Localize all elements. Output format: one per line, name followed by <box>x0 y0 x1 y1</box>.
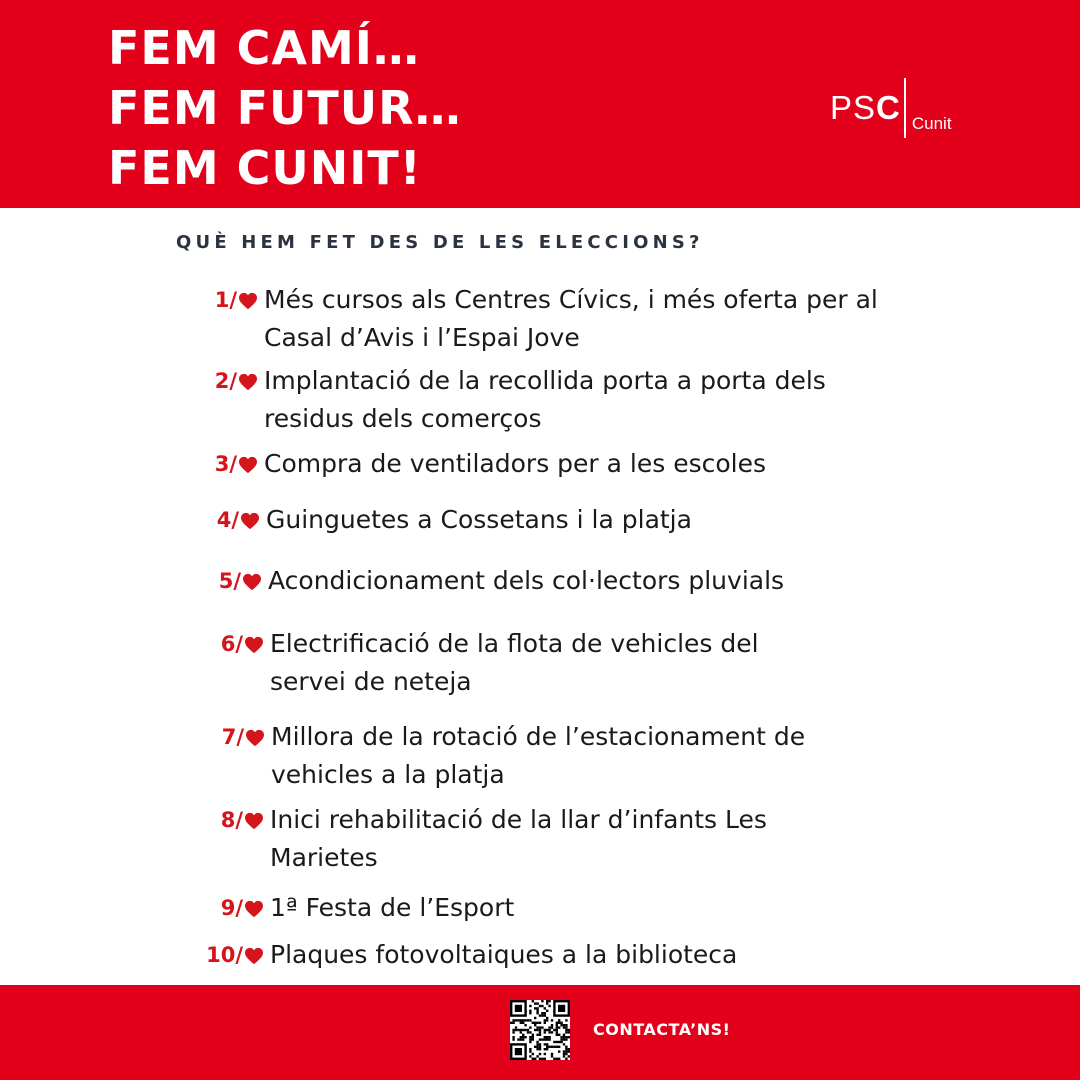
item-text <box>270 801 767 877</box>
item-number-label: 10/ <box>206 943 243 967</box>
item-number <box>188 364 258 398</box>
item-text <box>271 718 805 794</box>
item-text <box>264 445 766 483</box>
list-item <box>190 503 692 539</box>
item-text-line: Compra de ventiladors per a les escoles <box>264 449 767 478</box>
logo-ps: PS <box>830 89 877 126</box>
list-item <box>194 938 737 974</box>
item-text-line: Electrificació de la flota de vehicles del <box>270 629 759 658</box>
list-item <box>194 627 759 701</box>
item-number <box>194 891 264 925</box>
item-number <box>188 447 258 481</box>
item-number-label: 7/ <box>221 725 244 749</box>
item-number-label: 1/ <box>214 288 237 312</box>
headline-line-1: FEM CAMÍ… <box>108 21 420 75</box>
headline-line-3: FEM CUNIT! <box>108 141 422 195</box>
item-number <box>188 283 258 317</box>
item-text-line: Implantació de la recollida porta a porta dels <box>264 366 826 395</box>
item-text-line: Casal d’Avis i l’Espai Jove <box>264 323 580 352</box>
item-number <box>195 720 265 754</box>
item-text <box>266 501 692 539</box>
list-item <box>192 564 784 600</box>
item-text-line: Acondicionament dels col·lectors pluvials <box>268 566 785 595</box>
item-text <box>264 362 826 438</box>
section-title: QUÈ HEM FET DES DE LES ELECCIONS? <box>176 232 704 253</box>
item-number <box>194 627 264 661</box>
qr-code-icon[interactable] <box>510 1000 570 1060</box>
item-number-label: 3/ <box>214 452 237 476</box>
list-item <box>195 720 805 794</box>
logo-c: C <box>876 89 900 126</box>
item-text <box>270 936 737 974</box>
item-text <box>264 281 878 357</box>
contact-link[interactable]: CONTACTA’NS! <box>593 1020 731 1039</box>
list-item <box>188 283 878 357</box>
list-item <box>194 803 767 877</box>
psc-logo <box>830 76 952 140</box>
item-text-line: Marietes <box>270 843 378 872</box>
item-number-label: 6/ <box>220 632 243 656</box>
item-text <box>268 562 784 600</box>
heart-icon <box>244 947 264 965</box>
heart-icon <box>244 812 264 830</box>
heart-icon <box>238 373 258 391</box>
heart-icon <box>240 512 260 530</box>
item-number-label: 5/ <box>218 569 241 593</box>
item-text <box>270 889 514 927</box>
item-text-line: Més cursos als Centres Cívics, i més oferta per al <box>264 285 878 314</box>
list-item <box>194 891 514 927</box>
list-item <box>188 447 766 483</box>
item-text-line: Millora de la rotació de l’estacionament de <box>271 722 806 751</box>
item-text <box>270 625 759 701</box>
item-text-line: Inici rehabilitació de la llar d’infants Les <box>270 805 767 834</box>
item-text-line: Plaques fotovoltaiques a la biblioteca <box>270 940 738 969</box>
logo-divider <box>904 78 906 138</box>
headline-line-2: FEM FUTUR… <box>108 81 462 135</box>
heart-icon <box>238 456 258 474</box>
item-text-line: Guinguetes a Cossetans i la platja <box>266 505 692 534</box>
item-text-line: residus dels comerços <box>264 404 542 433</box>
item-number-label: 9/ <box>220 896 243 920</box>
item-number-label: 8/ <box>220 808 243 832</box>
item-number <box>192 564 262 598</box>
item-text-line: 1ª Festa de l’Esport <box>270 893 515 922</box>
item-number <box>194 938 264 972</box>
list-item <box>188 364 826 438</box>
logo-town: Cunit <box>911 114 952 133</box>
header-banner <box>0 0 1080 208</box>
item-text-line: servei de neteja <box>270 667 472 696</box>
heart-icon <box>244 636 264 654</box>
item-number-label: 4/ <box>216 508 239 532</box>
item-number <box>194 803 264 837</box>
item-number-label: 2/ <box>214 369 237 393</box>
item-number <box>190 503 260 537</box>
item-text-line: vehicles a la platja <box>271 760 505 789</box>
heart-icon <box>242 573 262 591</box>
heart-icon <box>244 900 264 918</box>
heart-icon <box>245 729 265 747</box>
headline <box>108 18 462 198</box>
heart-icon <box>238 292 258 310</box>
